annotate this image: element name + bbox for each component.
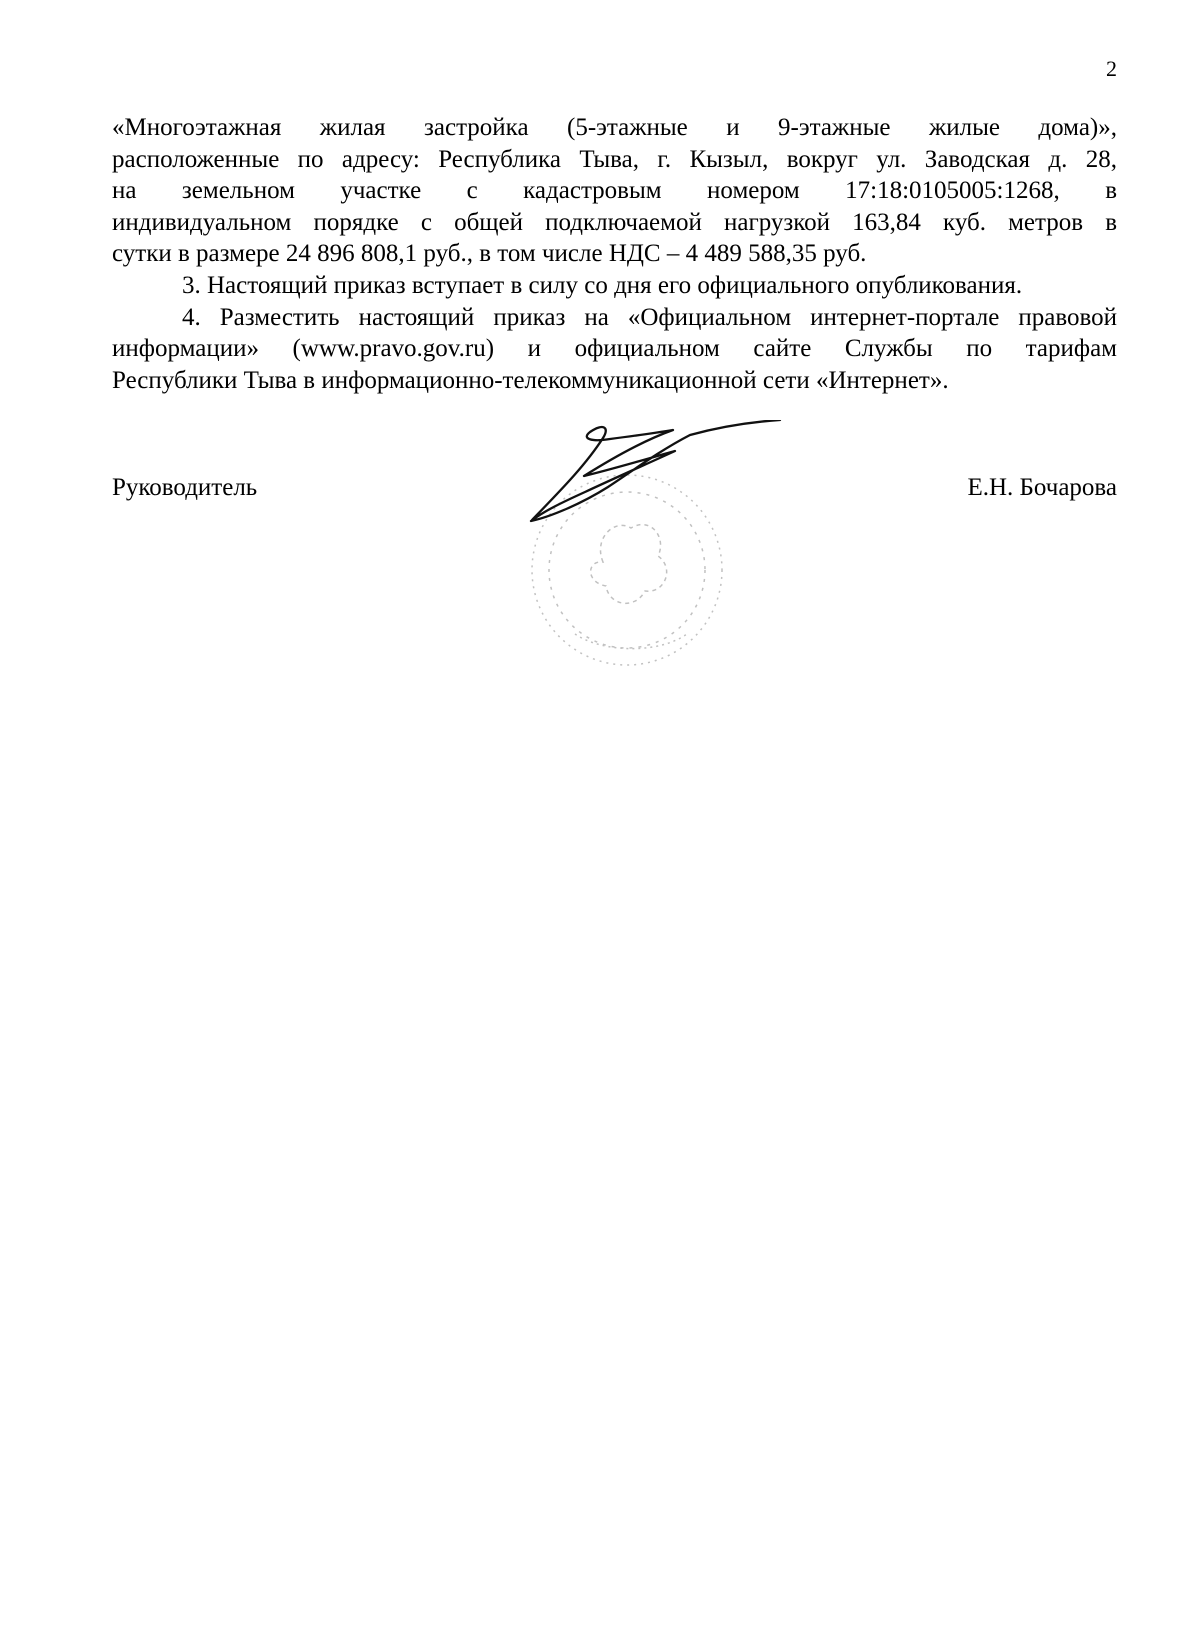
clause-4-line: информации» (www.pravo.gov.ru) и официальном сайте Службы по тарифам [112,335,1117,363]
page-number: 2 [1106,56,1117,81]
paragraph-line: «Многоэтажная жилая застройка (5-этажные и 9-этажные жилые дома)», [112,114,1117,141]
stamp-and-signature [515,420,790,680]
clause-4-line: Республики Тыва в информационно-телекоммуникационной сети «Интернет». [112,366,949,394]
paragraph-line: на земельном участке с кадастровым номером 17:18:0105005:1268, в [112,177,1117,205]
signatory-name: Е.Н. Бочарова [967,474,1117,501]
paragraph-line: расположенные по адресу: Республика Тыва, г. Кызыл, вокруг ул. Заводская д. 28, [112,145,1117,173]
clause-3-line: 3. Настоящий приказ вступает в силу со дня его официального опубликования. [182,271,1023,299]
paragraph-line: сутки в размере 24 896 808,1 руб., в том числе НДС – 4 489 588,35 руб. [112,240,867,268]
signatory-position: Руководитель [112,474,258,501]
paragraph-line: индивидуальном порядке с общей подключаемой нагрузкой 163,84 куб. метров в [112,208,1117,236]
document-body [112,112,1117,396]
clause-4-line: 4. Разместить настоящий приказ на «Официальном интернет-портале правовой [182,303,1117,331]
signature-icon [531,420,780,521]
